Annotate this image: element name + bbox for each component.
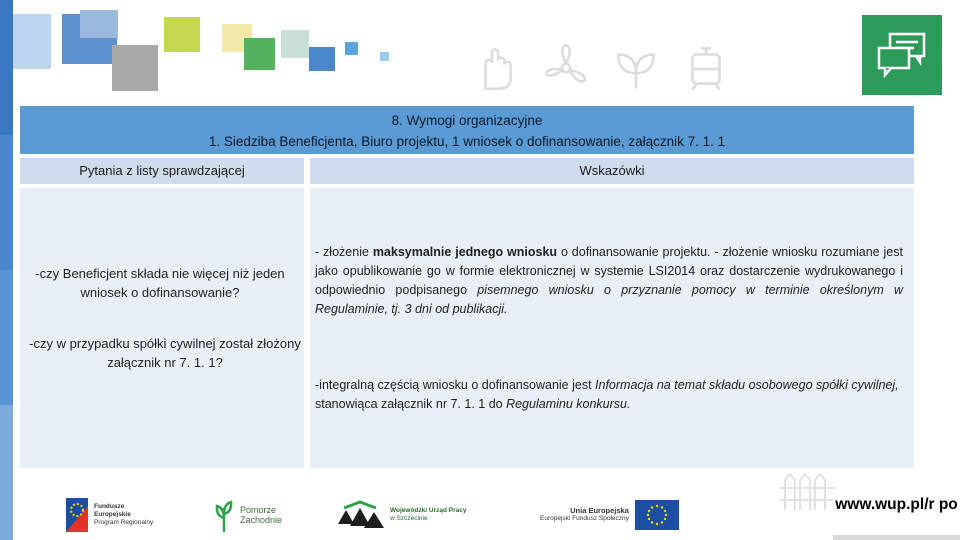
hint-2-text: -integralną częścią wniosku o dofinansowanie jest <box>315 378 596 392</box>
hint-2-italic: Regulaminu konkursu. <box>506 397 631 411</box>
logo-3-line-1: Wojewódzki Urząd Pracy <box>390 507 467 514</box>
column-header-questions: Pytania z listy sprawdzającej <box>20 158 304 184</box>
logo-3-line-2: w Szczecinie <box>390 515 428 522</box>
decor-square <box>309 47 335 71</box>
hand-icon <box>470 42 522 94</box>
decor-square <box>380 52 389 61</box>
logo-1-line-2: Europejskie <box>94 511 131 518</box>
tram-icon <box>680 42 732 94</box>
column-header-hints: Wskazówki <box>310 158 914 184</box>
decor-square <box>112 45 158 91</box>
background-icons <box>470 38 800 98</box>
logo-1-line-1: Fundusze <box>94 503 125 510</box>
question-1: -czy Beneficjent składa nie więcej niż jeden wniosek o dofinansowanie? <box>35 266 285 300</box>
leaves-icon <box>610 42 662 94</box>
pomorze-logo-icon <box>214 498 234 532</box>
fence-icon <box>780 470 840 510</box>
consultation-box <box>862 15 942 95</box>
website-url[interactable]: www.wup.pl/r po <box>833 495 960 535</box>
logo-2-line-1: Pomorze <box>240 505 277 515</box>
wup-logo-icon <box>336 500 384 530</box>
logo-4-line-2: Europejski Fundusz Społeczny <box>540 515 629 522</box>
decor-square <box>13 14 51 69</box>
eu-flag-icon <box>635 500 679 530</box>
hints-cell <box>310 188 914 468</box>
decor-square <box>80 10 118 38</box>
hint-1 <box>315 243 903 319</box>
decor-square <box>281 30 309 58</box>
hint-2-italic: Informacja na temat składu osobowego spółki cywilnej, <box>595 378 899 392</box>
hint-1-text: o dofinansowanie projektu. - złożenie wniosku rozumiane jest jako opublikowanie go w formie elektronicznej w systemie LSI2014 oraz dostarczenie wydrukowanego i odpowiednio podpisanego <box>315 245 903 297</box>
decor-square <box>345 42 358 55</box>
logo-wup <box>336 494 466 536</box>
chat-bubbles-icon <box>876 32 928 78</box>
hint-2-text: stanowiąca załącznik nr 7. 1. 1 do <box>315 397 507 411</box>
logo-1-line-3: Program Regionalny <box>94 519 154 526</box>
table-header <box>20 106 914 154</box>
decor-square <box>244 38 275 70</box>
question-2: -czy w przypadku spółki cywilnej został złożony załącznik nr 7. 1. 1? <box>29 336 301 370</box>
logo-fundusze-europejskie <box>66 494 153 536</box>
header-title: 8. Wymogi organizacyjne <box>391 113 543 128</box>
header-subtitle: 1. Siedziba Beneficjenta, Biuro projektu, 1 wniosek o dofinansowanie, załącznik 7. 1. 1 <box>208 134 726 149</box>
logo-2-line-2: Zachodnie <box>240 515 283 525</box>
divider <box>304 154 310 468</box>
fe-logo-icon <box>66 498 88 532</box>
left-accent-strip <box>0 0 13 540</box>
logo-unia-europejska <box>540 494 679 536</box>
questions-cell <box>20 188 304 468</box>
logo-pomorze-zachodnie <box>214 494 282 536</box>
hint-1-emphasis: maksymalnie jednego wniosku <box>372 245 558 259</box>
hint-1-text: - złożenie <box>315 245 373 259</box>
logo-4-line-1: Unia Europejska <box>570 506 629 515</box>
propeller-icon <box>540 42 592 94</box>
decor-square <box>164 17 200 52</box>
hint-2 <box>315 376 903 414</box>
hint-1-italic: pisemnego wniosku o przyznanie pomocy w terminie określonym w Regulaminie, tj. 3 dni od publikacji. <box>315 283 903 316</box>
